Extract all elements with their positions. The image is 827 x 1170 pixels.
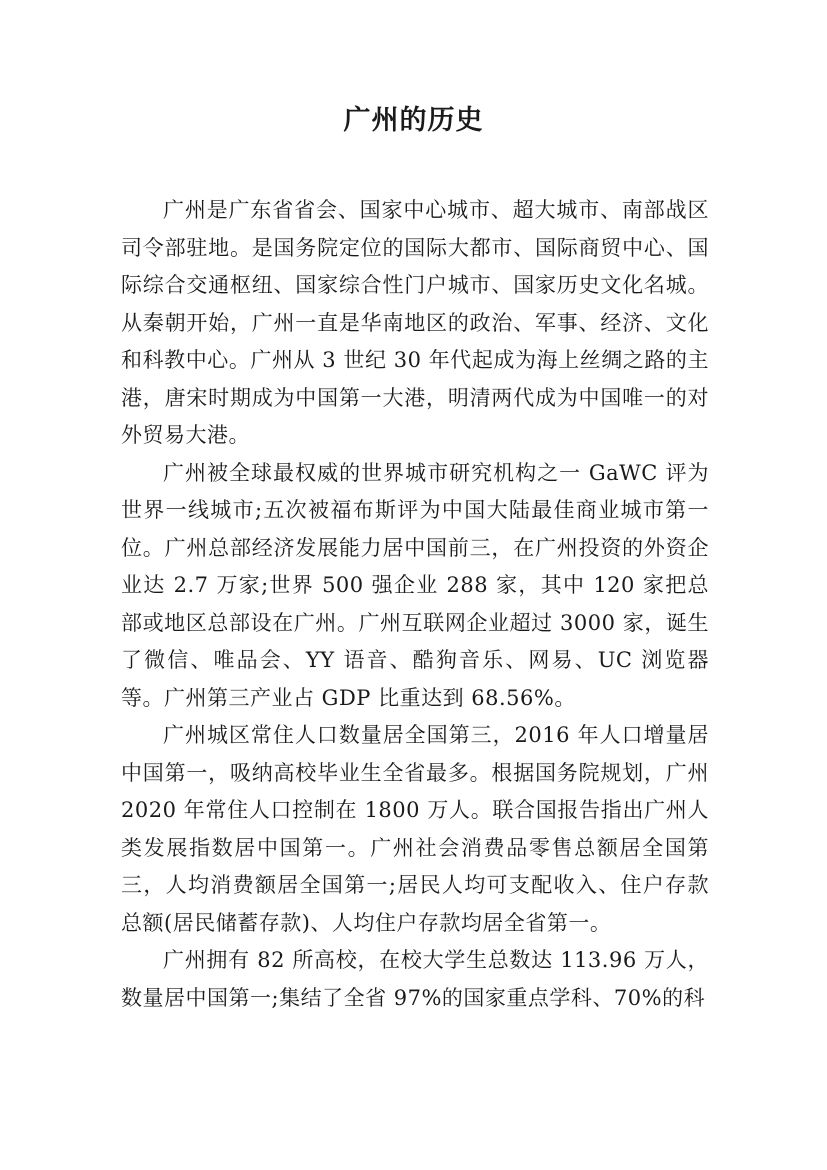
document-body: [121, 192, 709, 1017]
paragraph-1: 广州是广东省省会、国家中心城市、超大城市、南部战区司令部驻地。是国务院定位的国际大都市、国际商贸中心、国际综合交通枢纽、国家综合性门户城市、国家历史文化名城。从秦朝开始，广州一直是华南地区的政治、军事、经济、文化和科教中心。广州从 3 世纪 30 年代起成为海上丝绸之路的主港，唐宋时期成为中国第一大港，明清两代成为中国唯一的对外贸易大港。: [121, 198, 709, 447]
paragraph-2: 广州被全球最权威的世界城市研究机构之一 GaWC 评为世界一线城市;五次被福布斯评为中国大陆最佳商业城市第一位。广州总部经济发展能力居中国前三，在广州投资的外资企业达 2.7 万家;世界 500 强企业 288 家，其中 120 家把总部或地区总部设在广州。广州互联网企业超过 3000 家，诞生了微信、唯品会、YY 语音、酷狗音乐、网易、UC 浏览器等。广州第三产业占 GDP 比重达到 68.56%。: [121, 460, 709, 710]
paragraph-3: 广州城区常住人口数量居全国第三，2016 年人口增量居中国第一，吸纳高校毕业生全省最多。根据国务院规划，广州 2020 年常住人口控制在 1800 万人。联合国报告指出广州人类发展指数居中国第一。广州社会消费品零售总额居全国第三，人均消费额居全国第一;居民人均可支配收入、住户存款总额(居民储蓄存款)、人均住户存款均居全省第一。: [121, 723, 709, 935]
paragraph-4: 广州拥有 82 所高校，在校大学生总数达 113.96 万人，数量居中国第一;集结了全省 97%的国家重点学科、70%的科: [121, 948, 709, 1010]
document-title: 广州的历史: [343, 105, 484, 136]
